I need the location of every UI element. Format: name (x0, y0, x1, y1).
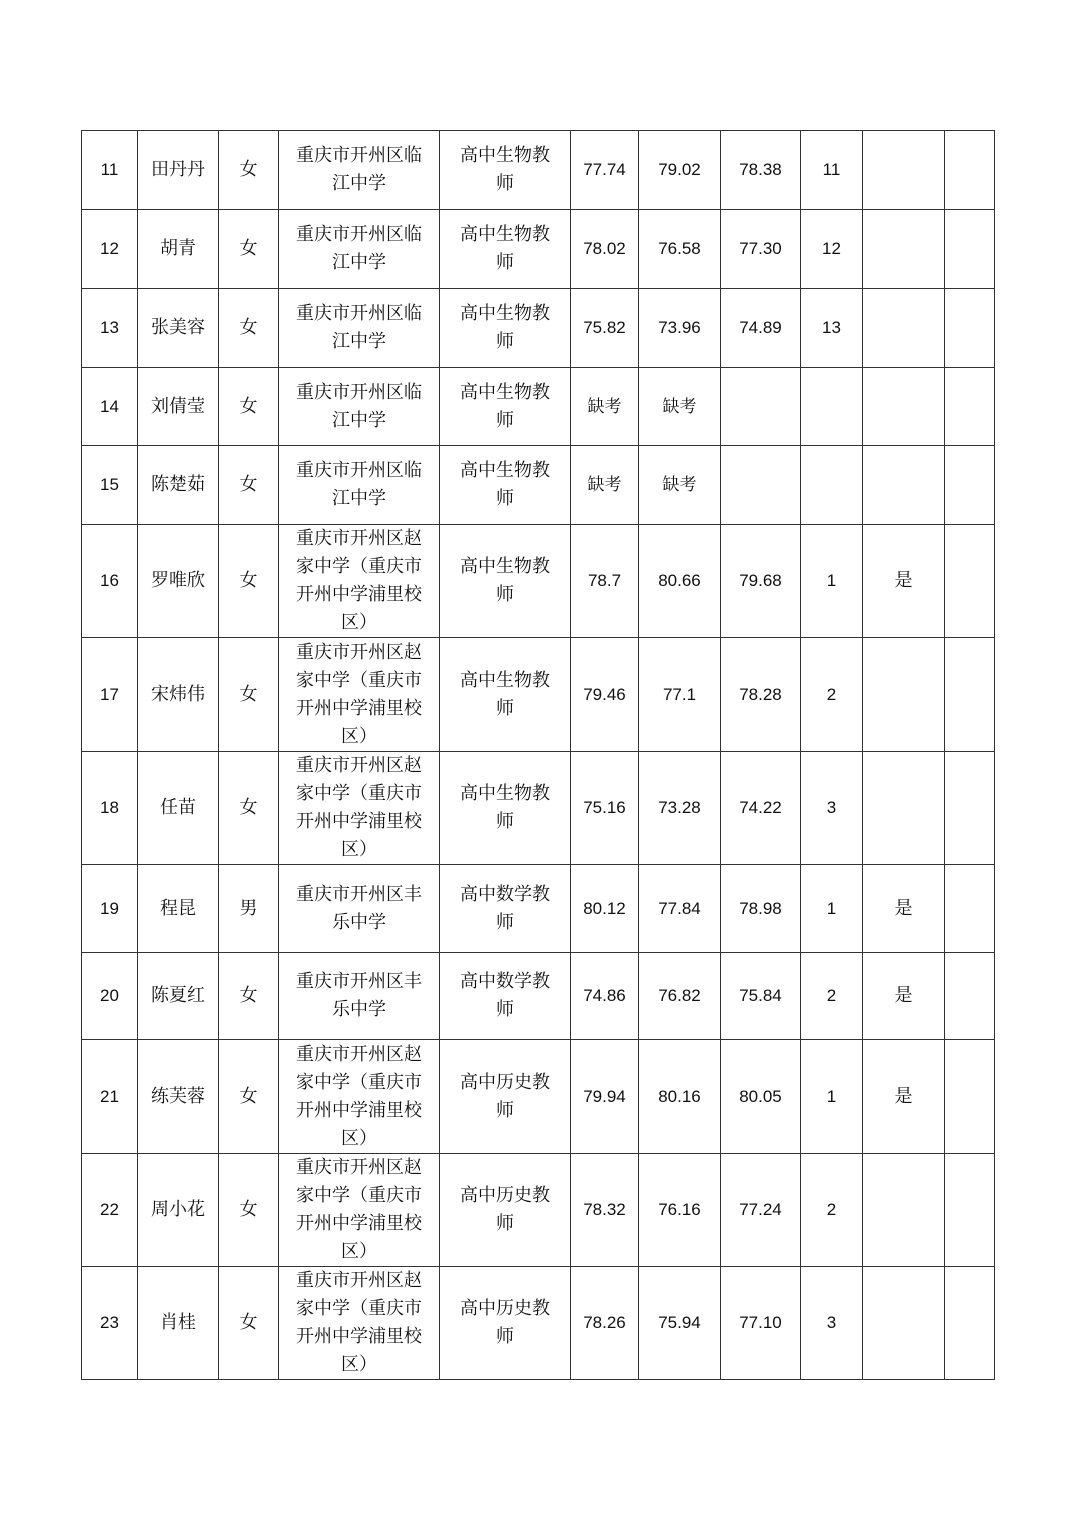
cell-interview-score: 缺考 (639, 368, 721, 446)
cell-rank: 12 (801, 210, 863, 289)
table-row (82, 525, 995, 638)
cell-unit-text: 重庆市开州区赵家中学（重庆市开州中学浦里校区） (296, 1043, 422, 1149)
cell-post-text: 高中生物教师 (460, 556, 550, 605)
cell-medical-exam (863, 1154, 945, 1267)
cell-post (440, 638, 571, 752)
cell-post (440, 368, 571, 446)
cell-post (440, 865, 571, 953)
cell-total-score: 78.38 (721, 131, 801, 210)
cell-total-score: 79.68 (721, 525, 801, 638)
cell-interview-score: 73.28 (639, 752, 721, 865)
cell-gender: 女 (219, 1040, 279, 1154)
cell-remark (945, 638, 995, 752)
cell-post (440, 752, 571, 865)
cell-name: 胡青 (138, 210, 219, 289)
cell-gender: 女 (219, 1267, 279, 1380)
cell-remark (945, 525, 995, 638)
table-row (82, 1040, 995, 1154)
cell-no: 11 (82, 131, 138, 210)
cell-interview-score: 77.1 (639, 638, 721, 752)
table-row (82, 131, 995, 210)
cell-post-text: 高中生物教师 (460, 669, 550, 719)
cell-remark (945, 953, 995, 1040)
cell-written-score: 缺考 (571, 368, 639, 446)
cell-no: 22 (82, 1154, 138, 1267)
cell-post-text: 高中生物教师 (460, 381, 550, 431)
cell-remark (945, 131, 995, 210)
cell-unit (279, 865, 440, 953)
cell-total-score: 77.24 (721, 1154, 801, 1267)
cell-total-score (721, 368, 801, 446)
cell-post-text: 高中生物教师 (460, 145, 550, 194)
cell-unit (279, 1040, 440, 1154)
cell-gender: 女 (219, 210, 279, 289)
cell-interview-score: 76.82 (639, 953, 721, 1040)
cell-unit (279, 953, 440, 1040)
cell-interview-score: 80.66 (639, 525, 721, 638)
cell-total-score: 75.84 (721, 953, 801, 1040)
cell-no: 15 (82, 446, 138, 525)
cell-remark (945, 289, 995, 368)
cell-gender: 女 (219, 446, 279, 525)
cell-medical-exam: 是 (863, 953, 945, 1040)
cell-post (440, 953, 571, 1040)
cell-name: 田丹丹 (138, 131, 219, 210)
cell-rank: 11 (801, 131, 863, 210)
cell-unit (279, 131, 440, 210)
cell-name: 张美容 (138, 289, 219, 368)
table-row (82, 368, 995, 446)
cell-medical-exam: 是 (863, 865, 945, 953)
cell-total-score: 80.05 (721, 1040, 801, 1154)
cell-total-score: 74.89 (721, 289, 801, 368)
cell-gender: 男 (219, 865, 279, 953)
cell-gender: 女 (219, 131, 279, 210)
cell-medical-exam (863, 752, 945, 865)
cell-interview-score: 76.58 (639, 210, 721, 289)
cell-gender: 女 (219, 752, 279, 865)
table-row (82, 865, 995, 953)
cell-medical-exam (863, 289, 945, 368)
cell-unit-text: 重庆市开州区临江中学 (296, 381, 422, 431)
cell-rank: 1 (801, 1040, 863, 1154)
cell-rank: 1 (801, 865, 863, 953)
cell-remark (945, 1267, 995, 1380)
cell-medical-exam (863, 446, 945, 525)
cell-remark (945, 446, 995, 525)
cell-remark (945, 865, 995, 953)
table-row (82, 289, 995, 368)
cell-medical-exam: 是 (863, 525, 945, 638)
cell-written-score: 75.82 (571, 289, 639, 368)
cell-post-text: 高中历史教师 (460, 1298, 550, 1347)
cell-total-score (721, 446, 801, 525)
cell-medical-exam (863, 368, 945, 446)
cell-total-score: 77.30 (721, 210, 801, 289)
cell-name: 宋炜伟 (138, 638, 219, 752)
cell-unit-text: 重庆市开州区临江中学 (296, 224, 422, 273)
cell-gender: 女 (219, 1154, 279, 1267)
cell-post-text: 高中生物教师 (460, 783, 550, 832)
cell-no: 14 (82, 368, 138, 446)
cell-gender: 女 (219, 525, 279, 638)
cell-interview-score: 76.16 (639, 1154, 721, 1267)
cell-rank: 13 (801, 289, 863, 368)
cell-unit-text: 重庆市开州区赵家中学（重庆市开州中学浦里校区） (296, 528, 422, 633)
cell-gender: 女 (219, 953, 279, 1040)
cell-interview-score: 77.84 (639, 865, 721, 953)
cell-written-score: 缺考 (571, 446, 639, 525)
cell-name: 周小花 (138, 1154, 219, 1267)
cell-post (440, 1154, 571, 1267)
cell-post (440, 289, 571, 368)
cell-rank: 1 (801, 525, 863, 638)
table-row (82, 638, 995, 752)
cell-name: 刘倩莹 (138, 368, 219, 446)
cell-name: 陈夏红 (138, 953, 219, 1040)
table-row (82, 1154, 995, 1267)
cell-post (440, 131, 571, 210)
cell-medical-exam (863, 210, 945, 289)
cell-interview-score: 缺考 (639, 446, 721, 525)
cell-unit (279, 752, 440, 865)
cell-no: 17 (82, 638, 138, 752)
cell-name: 练芙蓉 (138, 1040, 219, 1154)
table-row (82, 446, 995, 525)
cell-name: 程昆 (138, 865, 219, 953)
cell-unit-text: 重庆市开州区丰乐中学 (296, 971, 422, 1020)
cell-unit-text: 重庆市开州区临江中学 (296, 145, 422, 194)
cell-remark (945, 1154, 995, 1267)
cell-gender: 女 (219, 289, 279, 368)
cell-unit (279, 210, 440, 289)
cell-written-score: 77.74 (571, 131, 639, 210)
cell-post (440, 446, 571, 525)
cell-unit (279, 446, 440, 525)
cell-remark (945, 1040, 995, 1154)
cell-interview-score: 73.96 (639, 289, 721, 368)
cell-written-score: 80.12 (571, 865, 639, 953)
cell-unit-text: 重庆市开州区丰乐中学 (296, 883, 422, 933)
cell-rank (801, 446, 863, 525)
cell-interview-score: 80.16 (639, 1040, 721, 1154)
cell-name: 陈楚茹 (138, 446, 219, 525)
table-row (82, 1267, 995, 1380)
cell-unit (279, 368, 440, 446)
cell-written-score: 78.7 (571, 525, 639, 638)
cell-unit (279, 638, 440, 752)
cell-no: 16 (82, 525, 138, 638)
cell-medical-exam (863, 638, 945, 752)
cell-written-score: 74.86 (571, 953, 639, 1040)
cell-post-text: 高中数学教师 (460, 971, 550, 1020)
cell-total-score: 77.10 (721, 1267, 801, 1380)
cell-no: 21 (82, 1040, 138, 1154)
cell-unit-text: 重庆市开州区临江中学 (296, 303, 422, 352)
cell-interview-score: 75.94 (639, 1267, 721, 1380)
cell-post-text: 高中生物教师 (460, 460, 550, 509)
cell-written-score: 75.16 (571, 752, 639, 865)
cell-rank: 2 (801, 638, 863, 752)
cell-total-score: 74.22 (721, 752, 801, 865)
table-row (82, 210, 995, 289)
cell-unit-text: 重庆市开州区赵家中学（重庆市开州中学浦里校区） (296, 641, 422, 747)
cell-gender: 女 (219, 638, 279, 752)
cell-post (440, 1040, 571, 1154)
cell-written-score: 79.46 (571, 638, 639, 752)
cell-unit-text: 重庆市开州区赵家中学（重庆市开州中学浦里校区） (296, 1157, 422, 1262)
cell-post-text: 高中生物教师 (460, 224, 550, 273)
cell-unit (279, 1267, 440, 1380)
cell-rank: 2 (801, 1154, 863, 1267)
table-body (82, 131, 995, 1380)
cell-name: 罗唯欣 (138, 525, 219, 638)
cell-gender: 女 (219, 368, 279, 446)
cell-remark (945, 752, 995, 865)
cell-written-score: 78.32 (571, 1154, 639, 1267)
table-row (82, 953, 995, 1040)
cell-no: 18 (82, 752, 138, 865)
cell-post-text: 高中生物教师 (460, 303, 550, 352)
cell-medical-exam: 是 (863, 1040, 945, 1154)
cell-unit-text: 重庆市开州区赵家中学（重庆市开州中学浦里校区） (296, 755, 422, 860)
cell-written-score: 78.02 (571, 210, 639, 289)
cell-written-score: 78.26 (571, 1267, 639, 1380)
cell-no: 20 (82, 953, 138, 1040)
cell-post-text: 高中历史教师 (460, 1071, 550, 1121)
cell-unit (279, 289, 440, 368)
table-row (82, 752, 995, 865)
cell-total-score: 78.28 (721, 638, 801, 752)
cell-rank: 3 (801, 1267, 863, 1380)
cell-no: 13 (82, 289, 138, 368)
cell-medical-exam (863, 131, 945, 210)
results-table (81, 130, 995, 1380)
cell-name: 任苗 (138, 752, 219, 865)
cell-no: 23 (82, 1267, 138, 1380)
cell-no: 19 (82, 865, 138, 953)
cell-rank (801, 368, 863, 446)
cell-no: 12 (82, 210, 138, 289)
cell-name: 肖桂 (138, 1267, 219, 1380)
cell-remark (945, 368, 995, 446)
cell-unit-text: 重庆市开州区临江中学 (296, 460, 422, 509)
cell-post (440, 210, 571, 289)
cell-remark (945, 210, 995, 289)
cell-interview-score: 79.02 (639, 131, 721, 210)
cell-unit-text: 重庆市开州区赵家中学（重庆市开州中学浦里校区） (296, 1270, 422, 1375)
cell-written-score: 79.94 (571, 1040, 639, 1154)
cell-medical-exam (863, 1267, 945, 1380)
cell-total-score: 78.98 (721, 865, 801, 953)
cell-post-text: 高中数学教师 (460, 883, 550, 933)
cell-unit (279, 1154, 440, 1267)
cell-unit (279, 525, 440, 638)
cell-rank: 3 (801, 752, 863, 865)
cell-post-text: 高中历史教师 (460, 1185, 550, 1234)
cell-rank: 2 (801, 953, 863, 1040)
cell-post (440, 525, 571, 638)
cell-post (440, 1267, 571, 1380)
